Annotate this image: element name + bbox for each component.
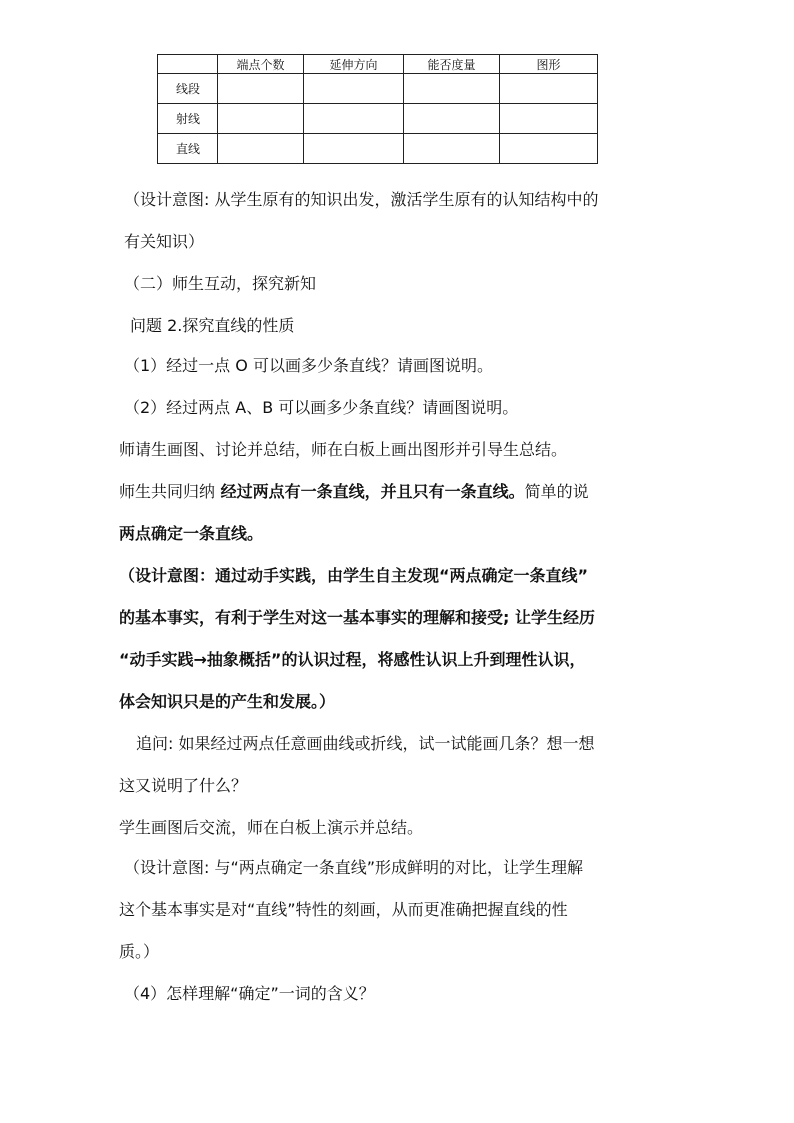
design-intent-note-2: （设计意图: 与“两点确定一条直线”形成鲜明的对比，让学生理解: [124, 858, 584, 877]
design-intent-note: （设计意图: 从学生原有的知识出发，激活学生原有的认知结构中的: [124, 190, 599, 209]
summary-conclusion: 两点确定一条直线。: [119, 524, 264, 543]
table-row-label: 直线: [158, 134, 218, 164]
teacher-instruction: 师请生画图、讨论并总结，师在白板上画出图形并引导生总结。: [119, 440, 568, 459]
table-cell: [500, 74, 598, 104]
design-intent-bold-4: 体会知识只是的产生和发展。）: [119, 692, 336, 711]
comparison-table: [157, 54, 598, 164]
table-row: [158, 134, 598, 164]
table-row-label: 射线: [158, 104, 218, 134]
table-cell: [404, 134, 500, 164]
table-cell: [218, 134, 304, 164]
question-4: （4）怎样理解“确定”一词的含义？: [124, 984, 375, 1003]
summary-tail: 简单的说: [524, 482, 589, 501]
follow-up-question: 追问: 如果经过两点任意画曲线或折线，试一试能画几条？想一想: [136, 734, 595, 753]
table-header-cell: 图形: [500, 55, 598, 74]
design-intent-note-2-cont: 这个基本事实是对“直线”特性的刻画，从而更准确把握直线的性: [119, 900, 568, 919]
design-intent-note-cont: 有关知识）: [124, 232, 205, 251]
section-heading: （二）师生互动，探究新知: [124, 274, 317, 293]
table-row-label: 线段: [158, 74, 218, 104]
table-cell: [404, 104, 500, 134]
summary-line: [119, 481, 589, 503]
design-intent-bold-2: 的基本事实，有利于学生对这一基本事实的理解和接受; 让学生经历: [119, 608, 595, 627]
table-header-cell: 能否度量: [404, 55, 500, 74]
question-2: （2）经过两点 A、B 可以画多少条直线？请画图说明。: [124, 398, 519, 417]
design-intent-bold-3: “动手实践→抽象概括”的认识过程，将感性认识上升到理性认识，: [119, 650, 586, 669]
table-header-cell: 端点个数: [218, 55, 304, 74]
question-1: （1）经过一点 O 可以画多少条直线？请画图说明。: [124, 356, 493, 375]
student-activity: 学生画图后交流，师在白板上演示并总结。: [119, 818, 424, 837]
table-cell: [304, 134, 404, 164]
summary-lead: 师生共同归纳: [119, 482, 216, 501]
table-cell: [500, 134, 598, 164]
design-intent-note-2-end: 质。）: [119, 942, 160, 961]
table-cell: [500, 104, 598, 134]
table-row: [158, 74, 598, 104]
table-cell: [304, 104, 404, 134]
problem-heading: 问题 2.探究直线的性质: [130, 316, 295, 335]
follow-up-question-cont: 这又说明了什么？: [119, 776, 248, 795]
table-cell: [218, 104, 304, 134]
table-cell: [304, 74, 404, 104]
table-row: [158, 104, 598, 134]
summary-fact: 经过两点有一条直线，并且只有一条直线。: [215, 482, 525, 501]
table-cell: [404, 74, 500, 104]
table-cell: [218, 74, 304, 104]
design-intent-bold-1: （设计意图：通过动手实践，由学生自主发现“两点确定一条直线”: [119, 566, 589, 585]
table-header-row: [158, 55, 598, 74]
table-header-cell: 延伸方向: [304, 55, 404, 74]
table-header-cell: [158, 55, 218, 74]
